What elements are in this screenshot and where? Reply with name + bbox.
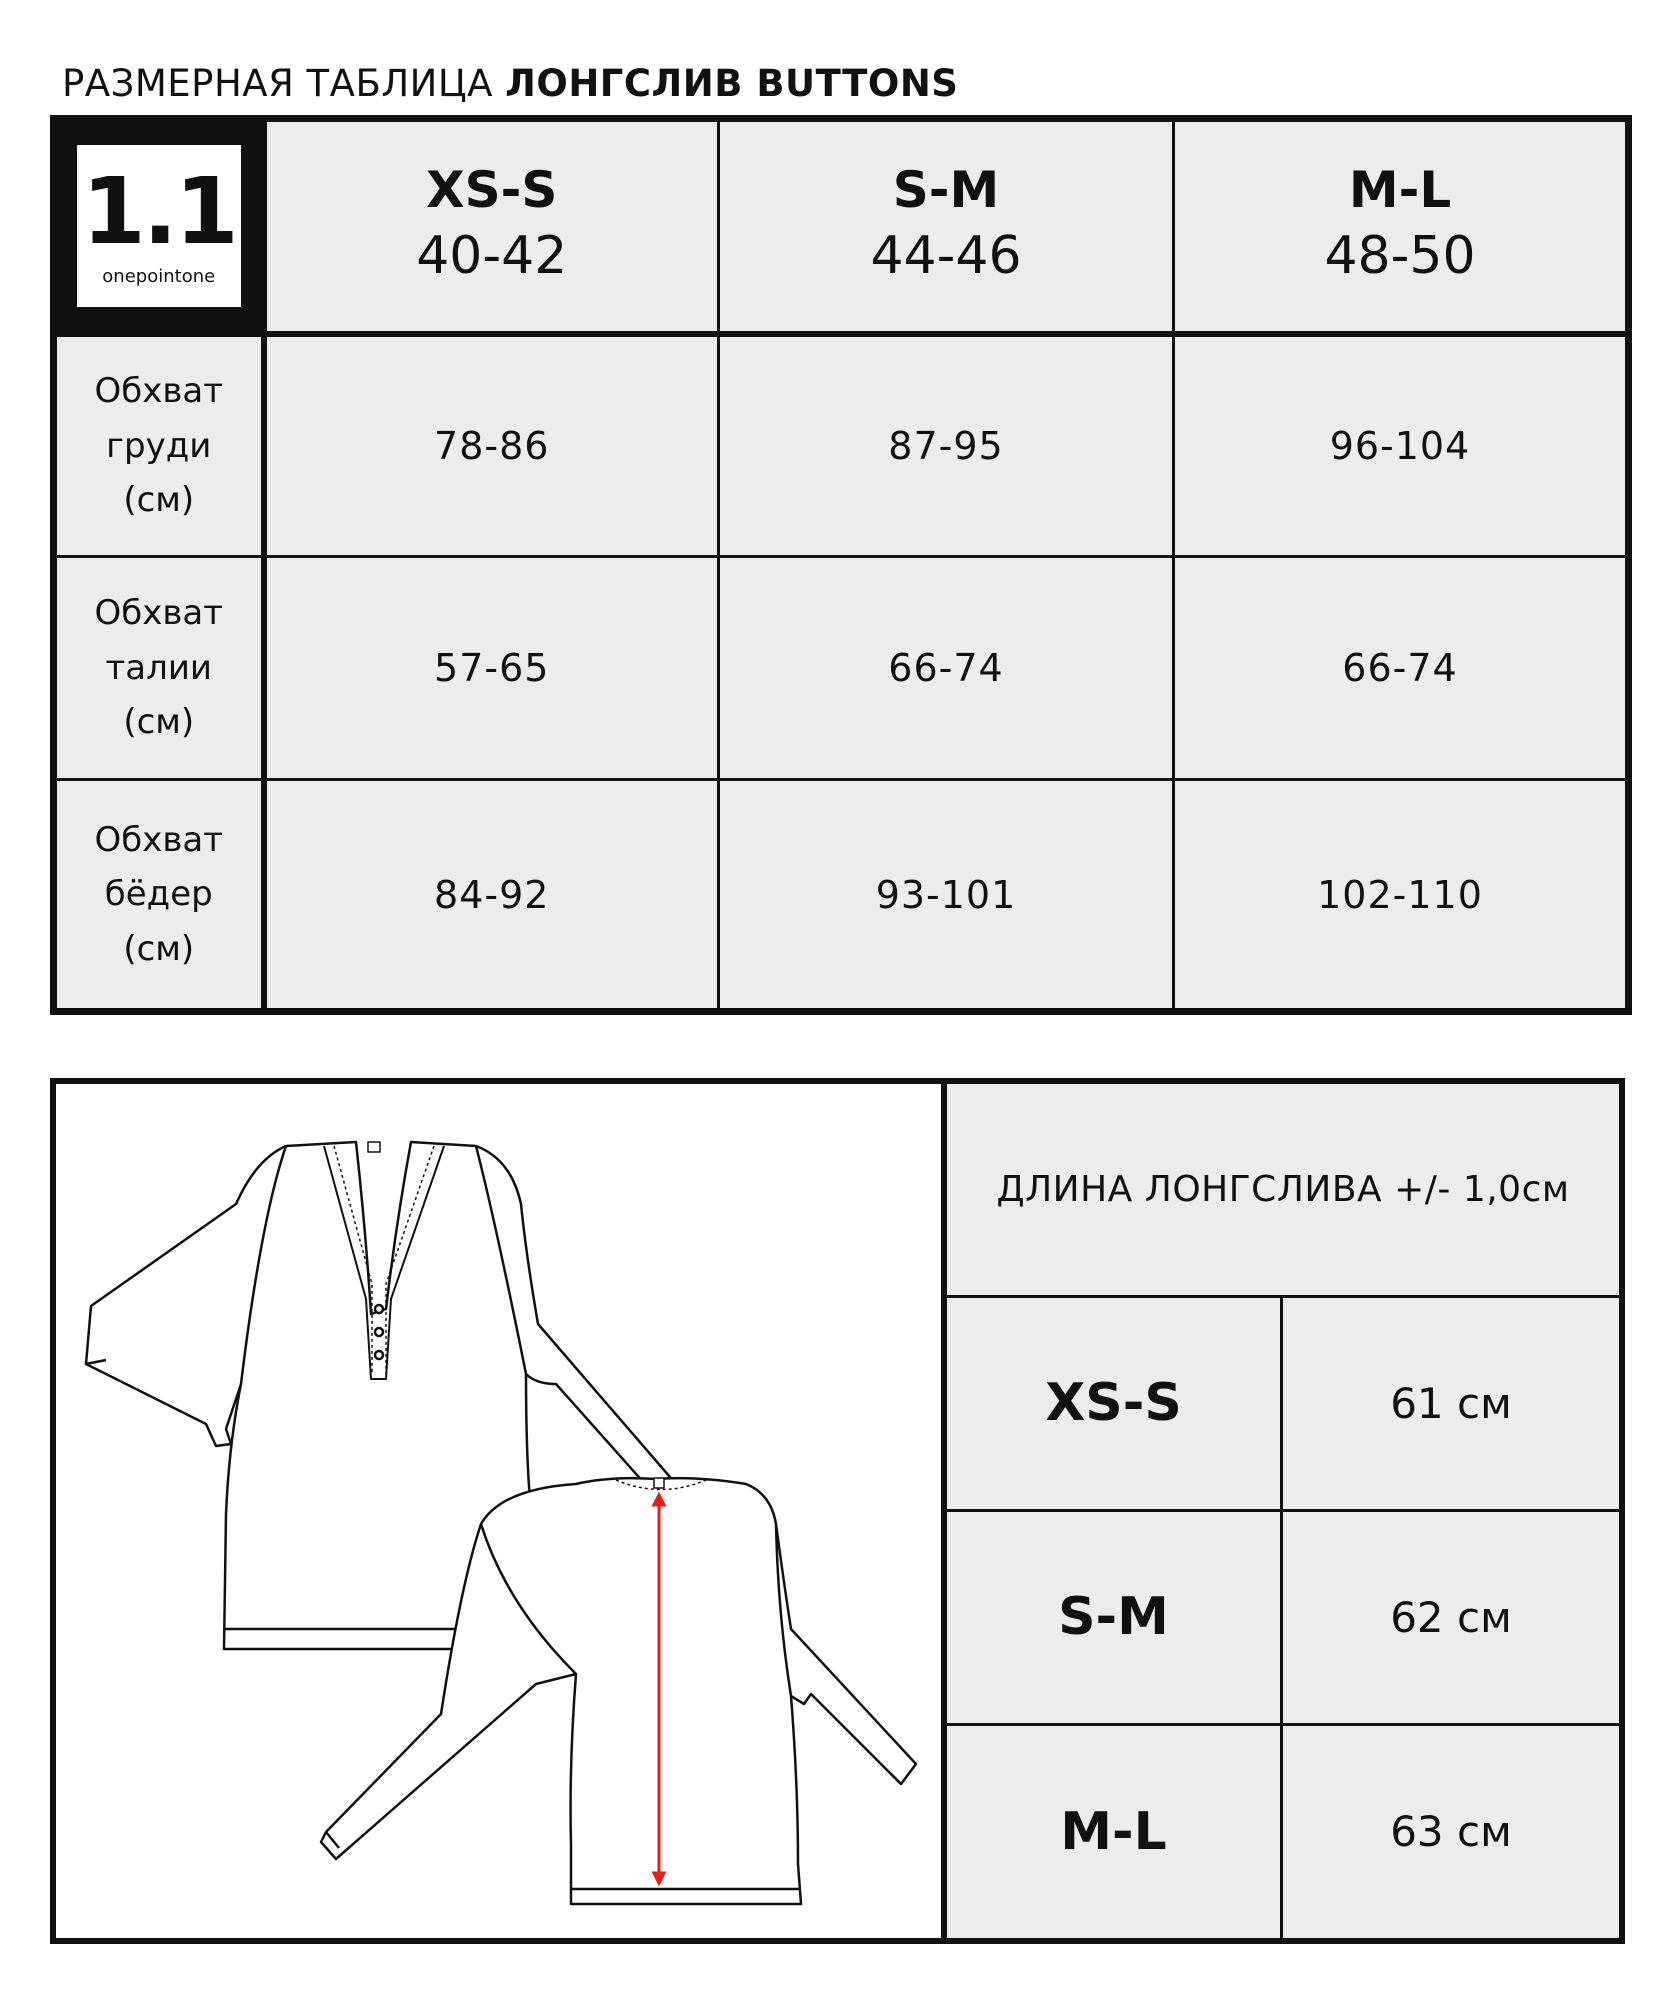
table-row (944, 1724, 1619, 1938)
table-row (944, 1296, 1619, 1510)
size-table (50, 115, 1632, 1015)
table-row (54, 780, 1629, 1012)
row-label-waist: Обхват талии (см) (54, 557, 264, 780)
size-column-header (719, 119, 1174, 334)
logo-number: 1.1 (81, 157, 236, 265)
size-code: M-L (1348, 160, 1452, 219)
length-size: XS-S (944, 1296, 1282, 1510)
row-label-chest: Обхват груди (см) (54, 334, 264, 557)
product-name: ЛОНГСЛИВ BUTTONS (505, 62, 959, 105)
size-column-header (1174, 119, 1629, 334)
length-value: 63 см (1282, 1724, 1620, 1938)
length-header-row (944, 1084, 1619, 1296)
size-code: XS-S (426, 160, 558, 219)
length-size: M-L (944, 1724, 1282, 1938)
page-title: РАЗМЕРНАЯ ТАБЛИЦА ЛОНГСЛИВ BUTTONS (62, 62, 959, 105)
size-ru: 40-42 (416, 225, 568, 286)
length-size: S-M (944, 1510, 1282, 1724)
size-ru: 48-50 (1324, 225, 1476, 286)
table-cell: 57-65 (264, 557, 719, 780)
size-ru: 44-46 (870, 225, 1022, 286)
table-cell: 87-95 (719, 334, 1174, 557)
brand-logo (77, 145, 241, 307)
logo-cell (54, 119, 264, 334)
table-cell: 84-92 (264, 780, 719, 1012)
garment-illustration (56, 1084, 941, 1938)
row-label-hips: Обхват бёдер (см) (54, 780, 264, 1012)
size-header-row (54, 119, 1629, 334)
table-row (54, 334, 1629, 557)
table-cell: 96-104 (1174, 334, 1629, 557)
table-row (944, 1510, 1619, 1724)
size-code: S-M (892, 160, 1000, 219)
size-column-header (264, 119, 719, 334)
table-cell: 78-86 (264, 334, 719, 557)
table-cell: 102-110 (1174, 780, 1629, 1012)
table-cell: 66-74 (1174, 557, 1629, 780)
length-value: 62 см (1282, 1510, 1620, 1724)
logo-wordmark: onepointone (102, 265, 216, 287)
table-cell: 66-74 (719, 557, 1174, 780)
length-section (50, 1078, 1625, 1944)
table-cell: 93-101 (719, 780, 1174, 1012)
table-row (54, 557, 1629, 780)
length-table (941, 1084, 1619, 1938)
length-value: 61 см (1282, 1296, 1620, 1510)
length-header: ДЛИНА ЛОНГСЛИВА +/- 1,0см (944, 1084, 1619, 1296)
garment-sketch (56, 1084, 941, 1938)
